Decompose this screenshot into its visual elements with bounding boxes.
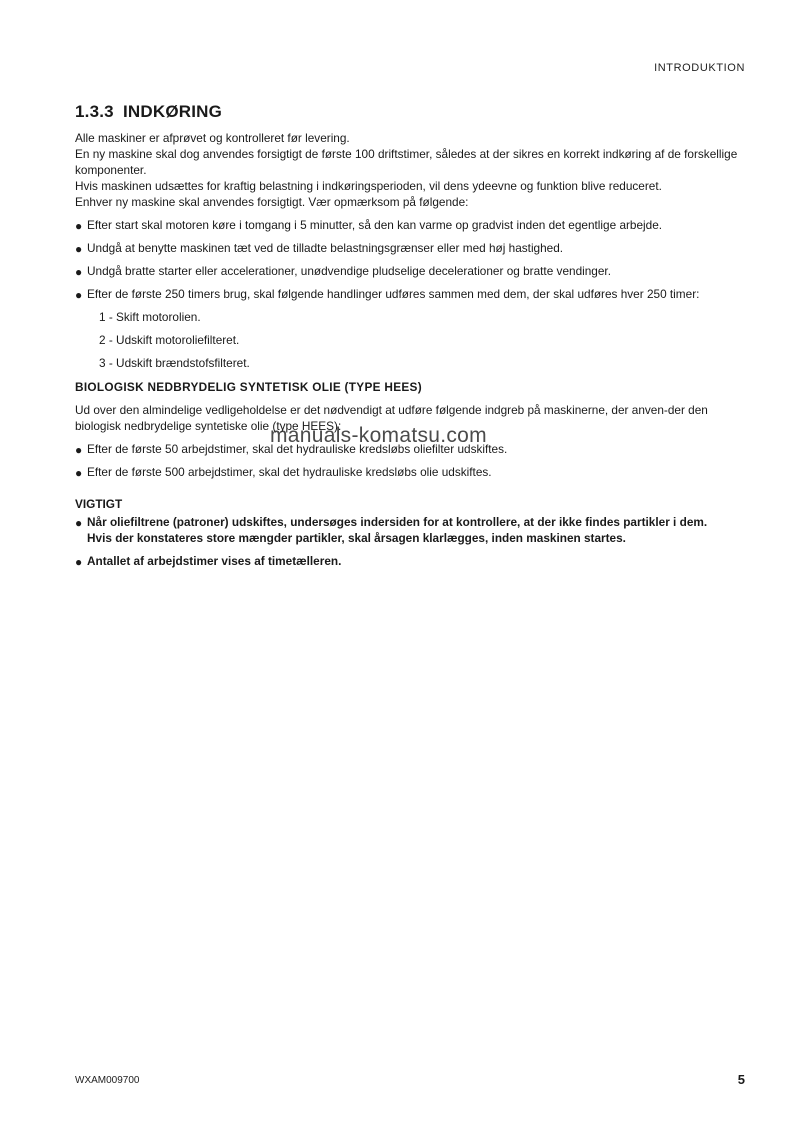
section-body [75,130,745,569]
hees-paragraph: Ud over den almindelige vedligeholdelse er det nødvendigt at udføre følgende indgreb på maskinerne, der anven-der den biologisk nedbrydelige syntetiske olie (type HEES): [75,403,708,433]
intro-paragraph-2: En ny maskine skal dog anvendes forsigtigt de første 100 driftstimer, således at der sikres en korrekt indkøring af de forskellige komponenter. [75,147,738,177]
intro-paragraph-4: Enhver ny maskine skal anvendes forsigtigt. Vær opmærksom på følgende: [75,195,469,209]
section-number: 1.3.3 [75,102,114,121]
important-heading: VIGTIGT [75,497,123,511]
intro-paragraph-1: Alle maskiner er afprøvet og kontrolleret før levering. [75,131,350,145]
bullet-icon: ● [75,443,83,457]
bullet-icon: ● [75,555,83,569]
intro-paragraph-3: Hvis maskinen udsættes for kraftig belastning i indkøringsperioden, vil dens ydeevne og funktion blive reduceret. [75,179,662,193]
bullet-icon: ● [75,242,83,256]
list-item-text: Når oliefiltrene (patroner) udskiftes, undersøges indersiden for at kontrollere, at der ikke findes partikler i dem. [87,515,708,529]
list-item [75,240,745,256]
list-item [75,286,745,371]
list-item-text: Undgå bratte starter eller accelerationer, unødvendige pludselige decelerationer og bratte vendinger. [87,264,611,278]
section-title [75,102,222,122]
running-head: INTRODUKTION [654,62,745,74]
precaution-list [75,217,745,371]
bullet-icon: ● [75,288,83,302]
list-item [75,514,745,546]
document-code: WXAM009700 [75,1075,140,1086]
bullet-icon: ● [75,219,83,233]
step-item: 1 - Skift motorolien. [99,310,201,324]
manual-page [75,0,745,1123]
list-item-text: Efter de første 50 arbejdstimer, skal det hydrauliske kredsløbs oliefilter udskiftes. [87,442,508,456]
step-item: 2 - Udskift motoroliefilteret. [99,333,240,347]
maintenance-steps [87,309,745,371]
watermark: manuals-komatsu.com [270,424,487,447]
list-item-text: Efter de første 250 timers brug, skal følgende handlinger udføres sammen med dem, der skal udføres hver 250 timer: [87,287,700,301]
hees-heading: BIOLOGISK NEDBRYDELIG SYNTETISK OLIE (TYPE HEES) [75,380,422,394]
list-item-text: Undgå at benytte maskinen tæt ved de tilladte belastningsgrænser eller med høj hastighed. [87,241,564,255]
important-list [75,514,745,569]
list-item-text: Antallet af arbejdstimer vises af timetælleren. [87,554,342,568]
list-item [75,464,745,480]
bullet-icon: ● [75,265,83,279]
list-item-text: Efter start skal motoren køre i tomgang i 5 minutter, så den kan varme op gradvist inden det egentlige arbejde. [87,218,663,232]
list-item [75,217,745,233]
important-notice [75,496,745,569]
list-item-text: Efter de første 500 arbejdstimer, skal det hydrauliske kredsløbs olie udskiftes. [87,465,492,479]
bullet-icon: ● [75,466,83,480]
step-item: 3 - Udskift brændstofsfilteret. [99,356,250,370]
page-number: 5 [737,1072,745,1087]
list-item [75,263,745,279]
section-heading: INDKØRING [123,102,223,121]
bullet-icon: ● [75,516,83,530]
list-item [75,553,745,569]
list-item-continuation: Hvis der konstateres store mængder partikler, skal årsagen klarlægges, inden maskinen startes. [87,531,626,545]
